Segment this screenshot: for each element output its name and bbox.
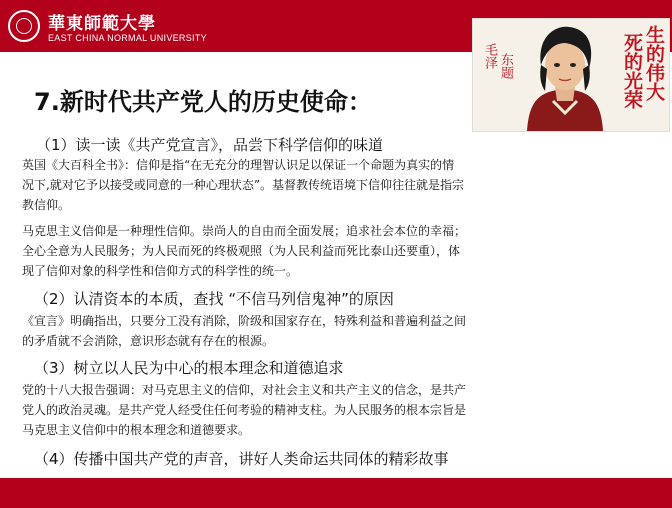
section-1-line-6: 现了信仰对象的科学性和信仰方式的科学性的统一。	[22, 264, 299, 278]
section-1-line-4: 马克思主义信仰是一种理性信仰。崇尚人的自由而全面发展；追求社会本位的幸福；	[22, 224, 467, 238]
section-1-heading: （1）读一读《共产党宣言》，品尝下科学信仰的味道	[36, 136, 384, 154]
university-seal-icon	[8, 10, 40, 42]
page-title: 7.新时代共产党人的历史使命：	[34, 88, 372, 116]
footer-bar	[0, 478, 672, 508]
university-name-en: EAST CHINA NORMAL UNIVERSITY	[48, 33, 207, 43]
section-2-line-2: 的矛盾就不会消除，意识形态就有存在的根源。	[22, 334, 275, 348]
poster-image	[472, 18, 670, 132]
section-2-heading: （2）认清资本的本质，查找 “不信马列信鬼神”的原因	[34, 290, 394, 308]
university-name-cn: 華東師範大學	[48, 14, 156, 34]
section-1-line-5: 全心全意为人民服务；为人民而死的终极观照（为人民利益而死比泰山还要重），体	[22, 244, 461, 258]
section-1-line-2: 况下,就对它予以接受或同意的一种心理状态”。基督教传统语境下信仰往往就是指宗	[22, 178, 464, 192]
poster-signature-2: 东题	[498, 53, 513, 79]
poster-signature-1: 毛泽	[482, 43, 497, 69]
section-2-line-1: 《宣言》明确指出，只要分工没有消除，阶级和国家存在，特殊利益和普遍利益之间	[22, 314, 467, 328]
poster-calligraphy-right: 生的伟大	[643, 25, 665, 101]
section-4-heading: （4）传播中国共产党的声音，讲好人类命运共同体的精彩故事	[34, 450, 449, 468]
section-3-line-2: 党人的政治灵魂。是共产党人经受住任何考验的精神支柱。为人民服务的根本宗旨是	[22, 403, 467, 417]
poster-calligraphy-left: 死的光荣	[621, 33, 643, 109]
section-3-line-1: 党的十八大报告强调：对马克思主义的信仰，对社会主义和共产主义的信念，是共产	[22, 383, 467, 397]
section-3-heading: （3）树立以人民为中心的根本理念和道德追求	[34, 359, 344, 377]
portrait-illustration	[517, 21, 613, 131]
section-3-line-3: 马克思主义信仰中的根本理念和道德要求。	[22, 423, 251, 437]
section-1-line-1: 英国《大百科全书》：信仰是指“在无充分的理智认识足以保证一个命题为真实的情	[22, 158, 455, 172]
university-logo	[8, 8, 238, 48]
section-1-line-3: 教信仰。	[22, 198, 71, 212]
